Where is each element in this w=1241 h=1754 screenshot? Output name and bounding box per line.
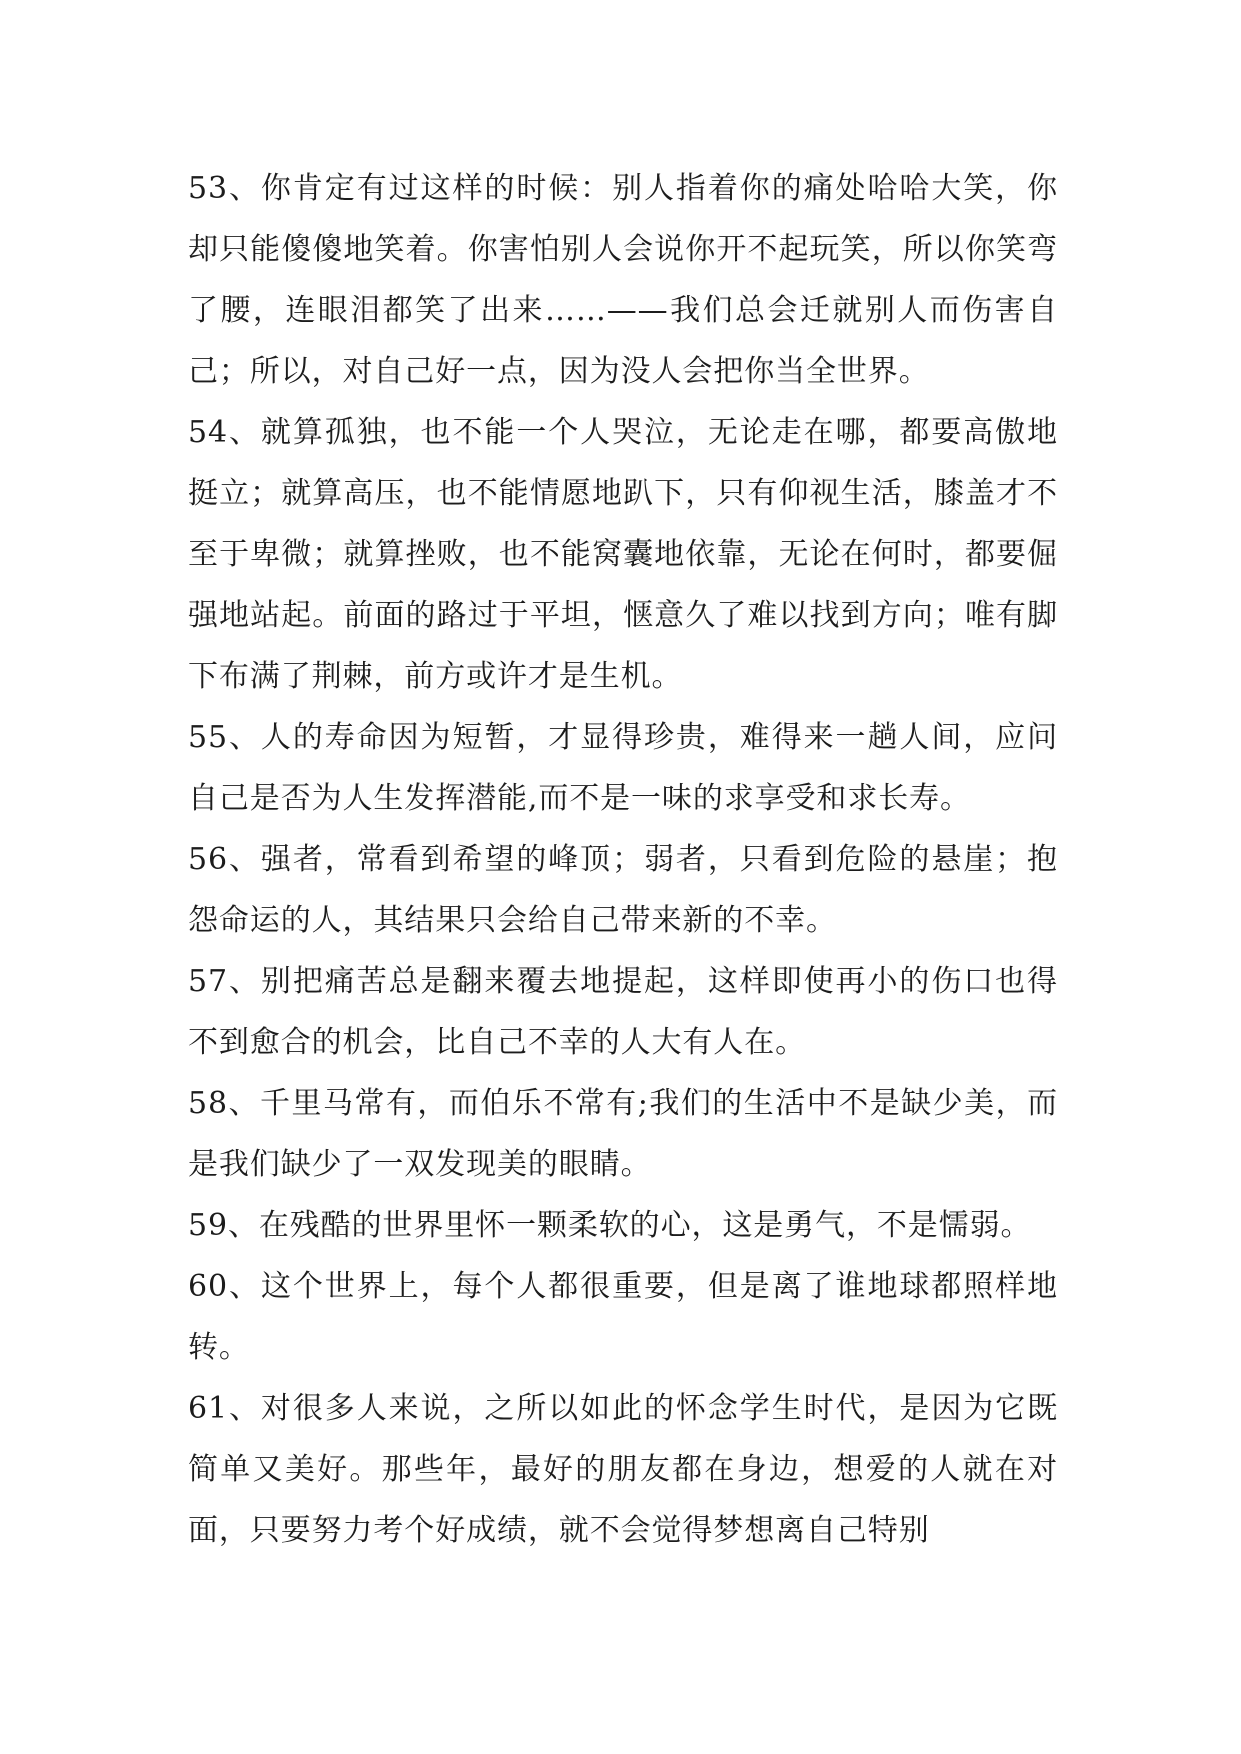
document-body [188, 158, 1058, 1561]
paragraph-53: 53、你肯定有过这样的时候：别人指着你的痛处哈哈大笑，你却只能傻傻地笑着。你害怕别人会说你开不起玩笑，所以你笑弯了腰，连眼泪都笑了出来……——我们总会迁就别人而伤害自己；所以，对自己好一点，因为没人会把你当全世界。 [188, 171, 1058, 389]
paragraph-59: 59、在残酷的世界里怀一颗柔软的心，这是勇气，不是懦弱。 [188, 1208, 1032, 1243]
paragraph-56: 56、强者，常看到希望的峰顶；弱者，只看到危险的悬崖；抱怨命运的人，其结果只会给自己带来新的不幸。 [188, 842, 1058, 938]
paragraph-55: 55、人的寿命因为短暂，才显得珍贵，难得来一趟人间，应问自己是否为人生发挥潜能,而不是一味的求享受和求长寿。 [188, 720, 1058, 816]
paragraph-61: 61、对很多人来说，之所以如此的怀念学生时代，是因为它既简单又美好。那些年，最好的朋友都在身边，想爱的人就在对面，只要努力考个好成绩，就不会觉得梦想离自己特别 [188, 1391, 1058, 1548]
paragraph-57: 57、别把痛苦总是翻来覆去地提起，这样即使再小的伤口也得不到愈合的机会，比自己不幸的人大有人在。 [188, 964, 1058, 1060]
paragraph-60: 60、这个世界上，每个人都很重要，但是离了谁地球都照样地转。 [188, 1269, 1058, 1365]
paragraph-58: 58、千里马常有，而伯乐不常有;我们的生活中不是缺少美，而是我们缺少了一双发现美的眼睛。 [188, 1086, 1058, 1182]
paragraph-54: 54、就算孤独，也不能一个人哭泣，无论走在哪，都要高傲地挺立；就算高压，也不能情愿地趴下，只有仰视生活，膝盖才不至于卑微；就算挫败，也不能窝囊地依靠，无论在何时，都要倔强地站起。前面的路过于平坦，惬意久了难以找到方向；唯有脚下布满了荆棘，前方或许才是生机。 [188, 415, 1058, 694]
